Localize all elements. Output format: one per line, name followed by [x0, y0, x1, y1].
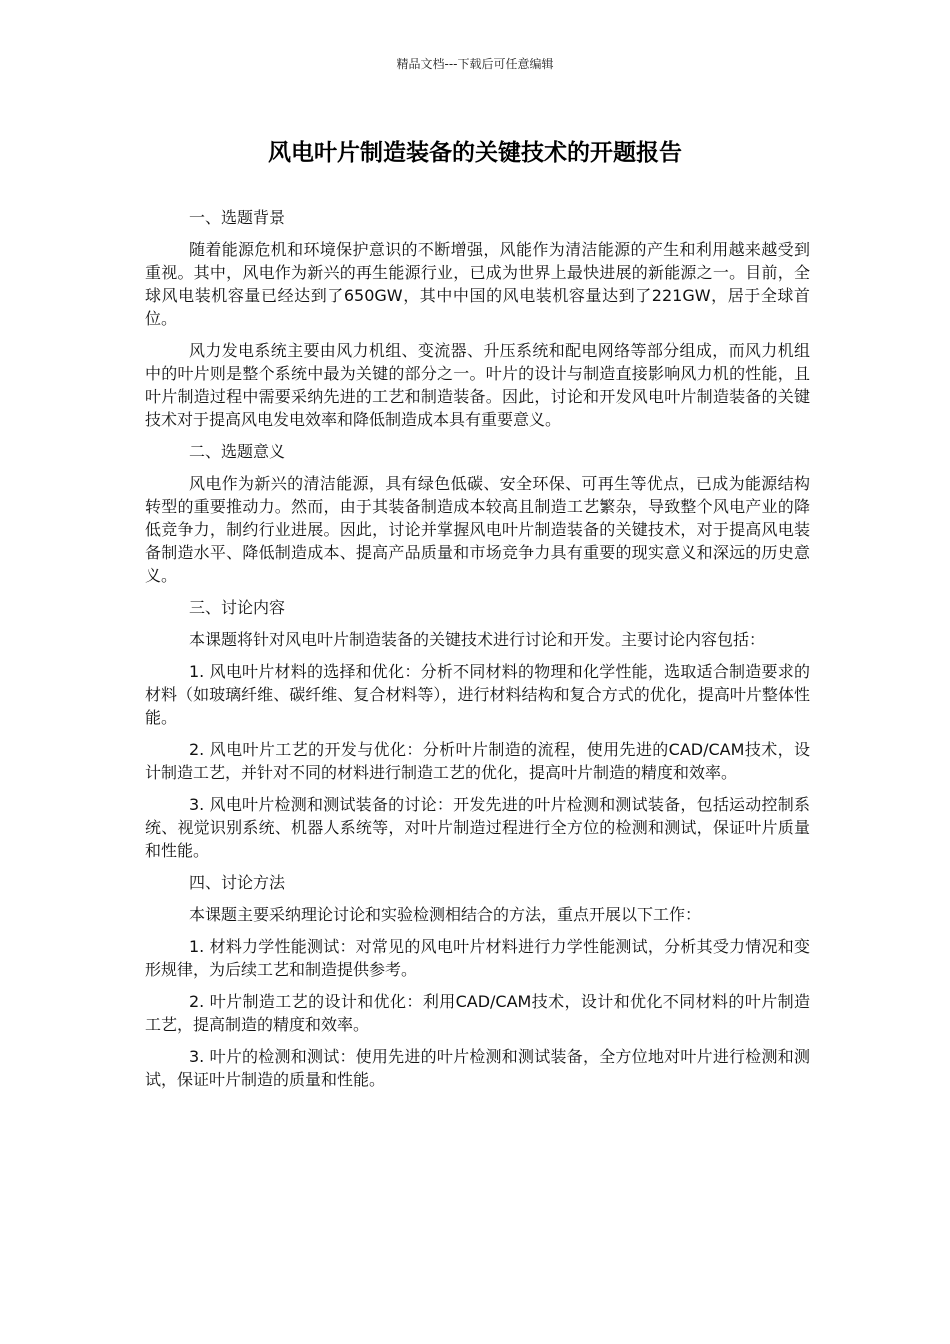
list-item-content-3: 3. 风电叶片检测和测试装备的讨论：开发先进的叶片检测和测试装备，包括运动控制系统、视觉识别系统、机器人系统等，对叶片制造过程进行全方位的检测和测试，保证叶片质量和性能。 — [145, 795, 810, 860]
paragraph-background-1: 随着能源危机和环境保护意识的不断增强，风能作为清洁能源的产生和利用越来越受到重视。其中，风电作为新兴的再生能源行业，已成为世界上最快进展的新能源之一。目前，全球风电装机容量已经达到了650GW，其中中国的风电装机容量达到了221GW，居于全球首位。 — [145, 240, 810, 328]
list-item-methods-1: 1. 材料力学性能测试：对常见的风电叶片材料进行力学性能测试，分析其受力情况和变形规律，为后续工艺和制造提供参考。 — [145, 937, 810, 979]
paragraph-content-intro: 本课题将针对风电叶片制造装备的关键技术进行讨论和开发。主要讨论内容包括： — [189, 630, 766, 649]
paragraph-background-2: 风力发电系统主要由风力机组、变流器、升压系统和配电网络等部分组成，而风力机组中的叶片则是整个系统中最为关键的部分之一。叶片的设计与制造直接影响风力机的性能，且叶片制造过程中需要采纳先进的工艺和制造装备。因此，讨论和开发风电叶片制造装备的关键技术对于提高风电发电效率和降低制造成本具有重要意义。 — [145, 341, 810, 429]
list-item-content-2: 2. 风电叶片工艺的开发与优化：分析叶片制造的流程，使用先进的CAD/CAM技术，设计制造工艺，并针对不同的材料进行制造工艺的优化，提高叶片制造的精度和效率。 — [145, 740, 810, 782]
section-heading-background: 一、选题背景 — [189, 208, 286, 227]
list-item-content-1: 1. 风电叶片材料的选择和优化：分析不同材料的物理和化学性能，选取适合制造要求的材料（如玻璃纤维、碳纤维、复合材料等），进行材料结构和复合方式的优化，提高叶片整体性能。 — [145, 662, 810, 727]
section-heading-content: 三、讨论内容 — [189, 598, 286, 617]
paragraph-methods-intro: 本课题主要采纳理论讨论和实验检测相结合的方法，重点开展以下工作： — [189, 905, 702, 924]
section-heading-significance: 二、选题意义 — [189, 442, 286, 461]
document-title: 风电叶片制造装备的关键技术的开题报告 — [268, 140, 682, 166]
list-item-methods-3: 3. 叶片的检测和测试：使用先进的叶片检测和测试装备，全方位地对叶片进行检测和测试，保证叶片制造的质量和性能。 — [145, 1047, 810, 1089]
document-body — [145, 206, 810, 1100]
section-heading-methods: 四、讨论方法 — [189, 873, 286, 892]
page-header: 精品文档---下载后可任意编辑 — [396, 57, 554, 71]
paragraph-significance-1: 风电作为新兴的清洁能源，具有绿色低碳、安全环保、可再生等优点，已成为能源结构转型的重要推动力。然而，由于其装备制造成本较高且制造工艺繁杂，导致整个风电产业的降低竞争力，制约行业进展。因此，讨论并掌握风电叶片制造装备的关键技术，对于提高风电装备制造水平、降低制造成本、提高产品质量和市场竞争力具有重要的现实意义和深远的历史意义。 — [145, 474, 810, 585]
list-item-methods-2: 2. 叶片制造工艺的设计和优化：利用CAD/CAM技术，设计和优化不同材料的叶片制造工艺，提高制造的精度和效率。 — [145, 992, 810, 1034]
